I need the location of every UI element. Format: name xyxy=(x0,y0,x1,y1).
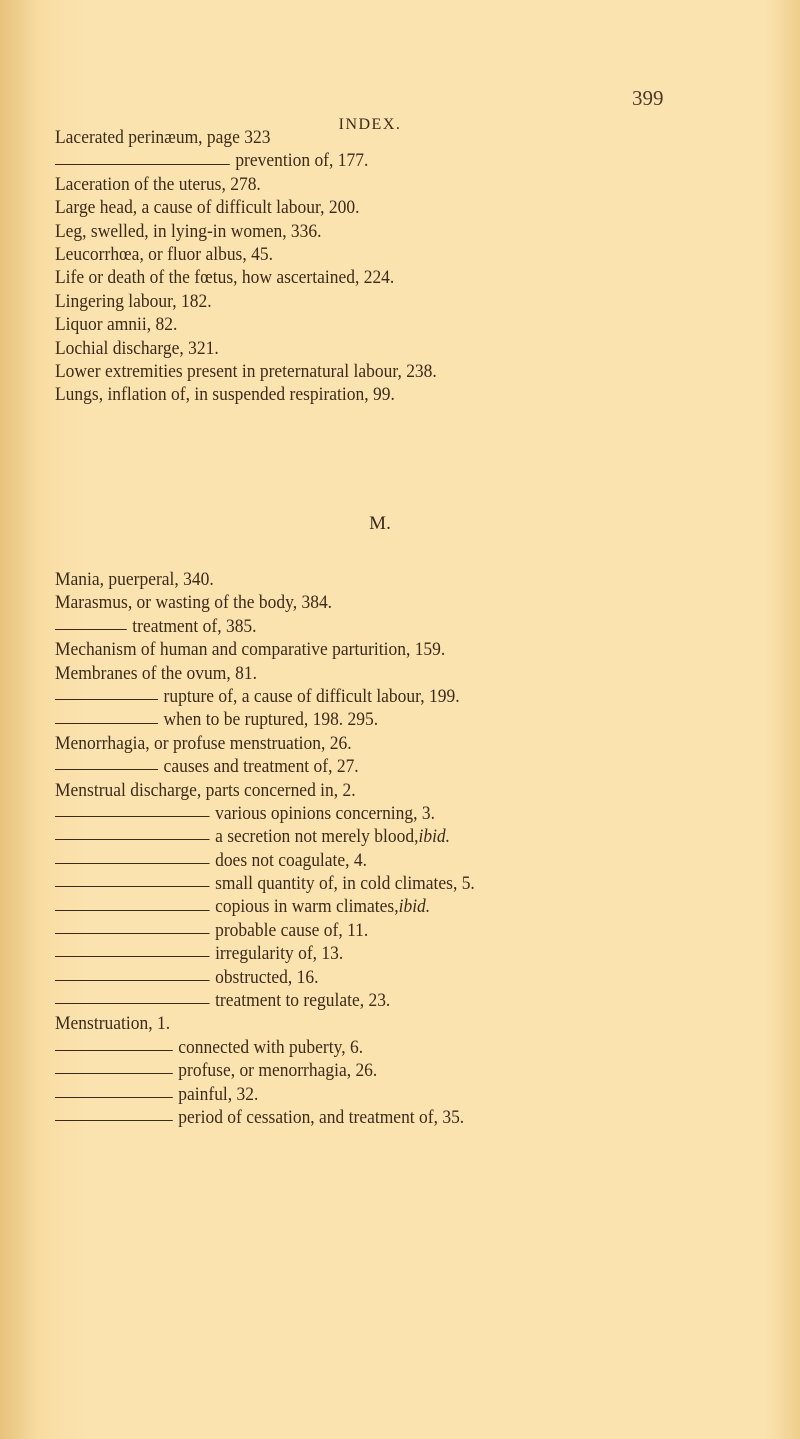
index-subentry xyxy=(55,685,717,708)
ditto-rule xyxy=(55,629,127,630)
ditto-rule xyxy=(55,1097,173,1098)
ditto-rule xyxy=(55,816,210,817)
index-entry xyxy=(55,568,717,591)
index-subentry xyxy=(55,966,717,989)
ditto-rule xyxy=(55,723,158,724)
section-letter-m: M. xyxy=(369,513,391,534)
ditto-rule xyxy=(55,933,210,934)
entry-text: treatment to regulate, 23. xyxy=(215,990,391,1012)
index-subentry xyxy=(55,1036,717,1059)
entry-text: connected with puberty, 6. xyxy=(178,1036,364,1058)
index-subentry xyxy=(55,1083,717,1106)
index-entry xyxy=(55,732,717,755)
index-entry xyxy=(55,173,717,196)
ditto-rule xyxy=(55,886,210,887)
index-entry xyxy=(55,243,717,266)
index-entry xyxy=(55,779,717,802)
index-subentry xyxy=(55,989,717,1012)
index-entry xyxy=(55,337,717,360)
index-entry xyxy=(55,313,717,336)
index-entry xyxy=(55,126,717,149)
entry-text: rupture of, a cause of difficult labour, 199. xyxy=(163,685,460,707)
index-entry xyxy=(55,360,717,383)
ditto-rule xyxy=(55,839,210,840)
entry-text: Lochial discharge, 321. xyxy=(55,337,219,359)
index-entry xyxy=(55,591,717,614)
entry-list-l xyxy=(55,126,775,407)
entry-text: Menorrhagia, or profuse menstruation, 26. xyxy=(55,732,352,754)
entry-text: treatment of, 385. xyxy=(132,615,257,637)
index-entry xyxy=(55,1012,717,1035)
entry-text: obstructed, 16. xyxy=(215,966,319,988)
index-subentry xyxy=(55,942,717,965)
index-subentry xyxy=(55,615,717,638)
index-entry xyxy=(55,220,717,243)
index-subentry xyxy=(55,872,717,895)
ditto-rule xyxy=(55,980,210,981)
entry-list-m xyxy=(55,568,775,1129)
entry-text: Leucorrhœa, or fluor albus, 45. xyxy=(55,243,273,265)
entry-text: Lower extremities present in preternatural labour, 238. xyxy=(55,360,437,382)
entry-text: when to be ruptured, 198. 295. xyxy=(163,709,379,731)
index-entry xyxy=(55,662,717,685)
index-subentry xyxy=(55,825,717,848)
entry-text: Lungs, inflation of, in suspended respiration, 99. xyxy=(55,384,395,406)
index-entry xyxy=(55,383,717,406)
entry-text: Lingering labour, 182. xyxy=(55,290,212,312)
index-subentry xyxy=(55,1059,717,1082)
ditto-rule xyxy=(55,1050,173,1051)
ditto-rule xyxy=(55,699,158,700)
entry-text: prevention of, 177. xyxy=(235,150,369,172)
entry-text: Life or death of the fœtus, how ascertained, 224. xyxy=(55,267,395,289)
entry-text: profuse, or menorrhagia, 26. xyxy=(178,1060,378,1082)
entry-text: Menstruation, 1. xyxy=(55,1013,171,1035)
entry-text: Lacerated perinæum, page 323 xyxy=(55,127,271,148)
entry-text: a secretion not merely blood, xyxy=(215,826,419,848)
page-number: 399 xyxy=(632,86,664,110)
index-subentry xyxy=(55,1106,717,1129)
index-section-m xyxy=(55,568,775,1129)
running-title: INDEX. xyxy=(338,116,402,133)
entry-text: Liquor amnii, 82. xyxy=(55,314,178,336)
entry-text: probable cause of, 11. xyxy=(215,919,369,941)
entry-text: period of cessation, and treatment of, 35. xyxy=(178,1106,465,1128)
entry-text: painful, 32. xyxy=(178,1083,259,1105)
index-subentry xyxy=(55,919,717,942)
index-subentry xyxy=(55,802,717,825)
index-entry xyxy=(55,196,717,219)
index-entry xyxy=(55,290,717,313)
entry-ibid: ibid. xyxy=(398,896,431,918)
index-subentry xyxy=(55,755,717,778)
index-entry xyxy=(55,266,717,289)
entry-ibid: ibid. xyxy=(418,826,451,848)
entry-text: Marasmus, or wasting of the body, 384. xyxy=(55,592,333,614)
entry-text: Membranes of the ovum, 81. xyxy=(55,662,257,684)
entry-text: various opinions concerning, 3. xyxy=(215,802,436,824)
index-subentry xyxy=(55,849,717,872)
entry-text: Large head, a cause of difficult labour, 200. xyxy=(55,197,360,219)
entry-text: Mania, puerperal, 340. xyxy=(55,569,214,590)
entry-text: Menstrual discharge, parts concerned in, 2. xyxy=(55,779,356,801)
ditto-rule xyxy=(55,1003,210,1004)
index-section-l xyxy=(55,126,775,407)
entry-text: irregularity of, 13. xyxy=(215,943,344,965)
ditto-rule xyxy=(55,164,230,165)
entry-text: Mechanism of human and comparative parturition, 159. xyxy=(55,639,446,661)
ditto-rule xyxy=(55,1073,173,1074)
index-subentry xyxy=(55,895,717,918)
index-subentry xyxy=(55,149,717,172)
ditto-rule xyxy=(55,863,210,864)
entry-text: causes and treatment of, 27. xyxy=(163,756,359,778)
ditto-rule xyxy=(55,769,158,770)
index-entry xyxy=(55,638,717,661)
entry-text: small quantity of, in cold climates, 5. xyxy=(215,873,475,895)
ditto-rule xyxy=(55,956,210,957)
ditto-rule xyxy=(55,1120,173,1121)
entry-text: copious in warm climates, xyxy=(215,896,399,918)
index-subentry xyxy=(55,708,717,731)
entry-text: does not coagulate, 4. xyxy=(215,849,368,871)
entry-text: Leg, swelled, in lying-in women, 336. xyxy=(55,220,322,242)
entry-text: Laceration of the uterus, 278. xyxy=(55,173,261,195)
ditto-rule xyxy=(55,910,210,911)
